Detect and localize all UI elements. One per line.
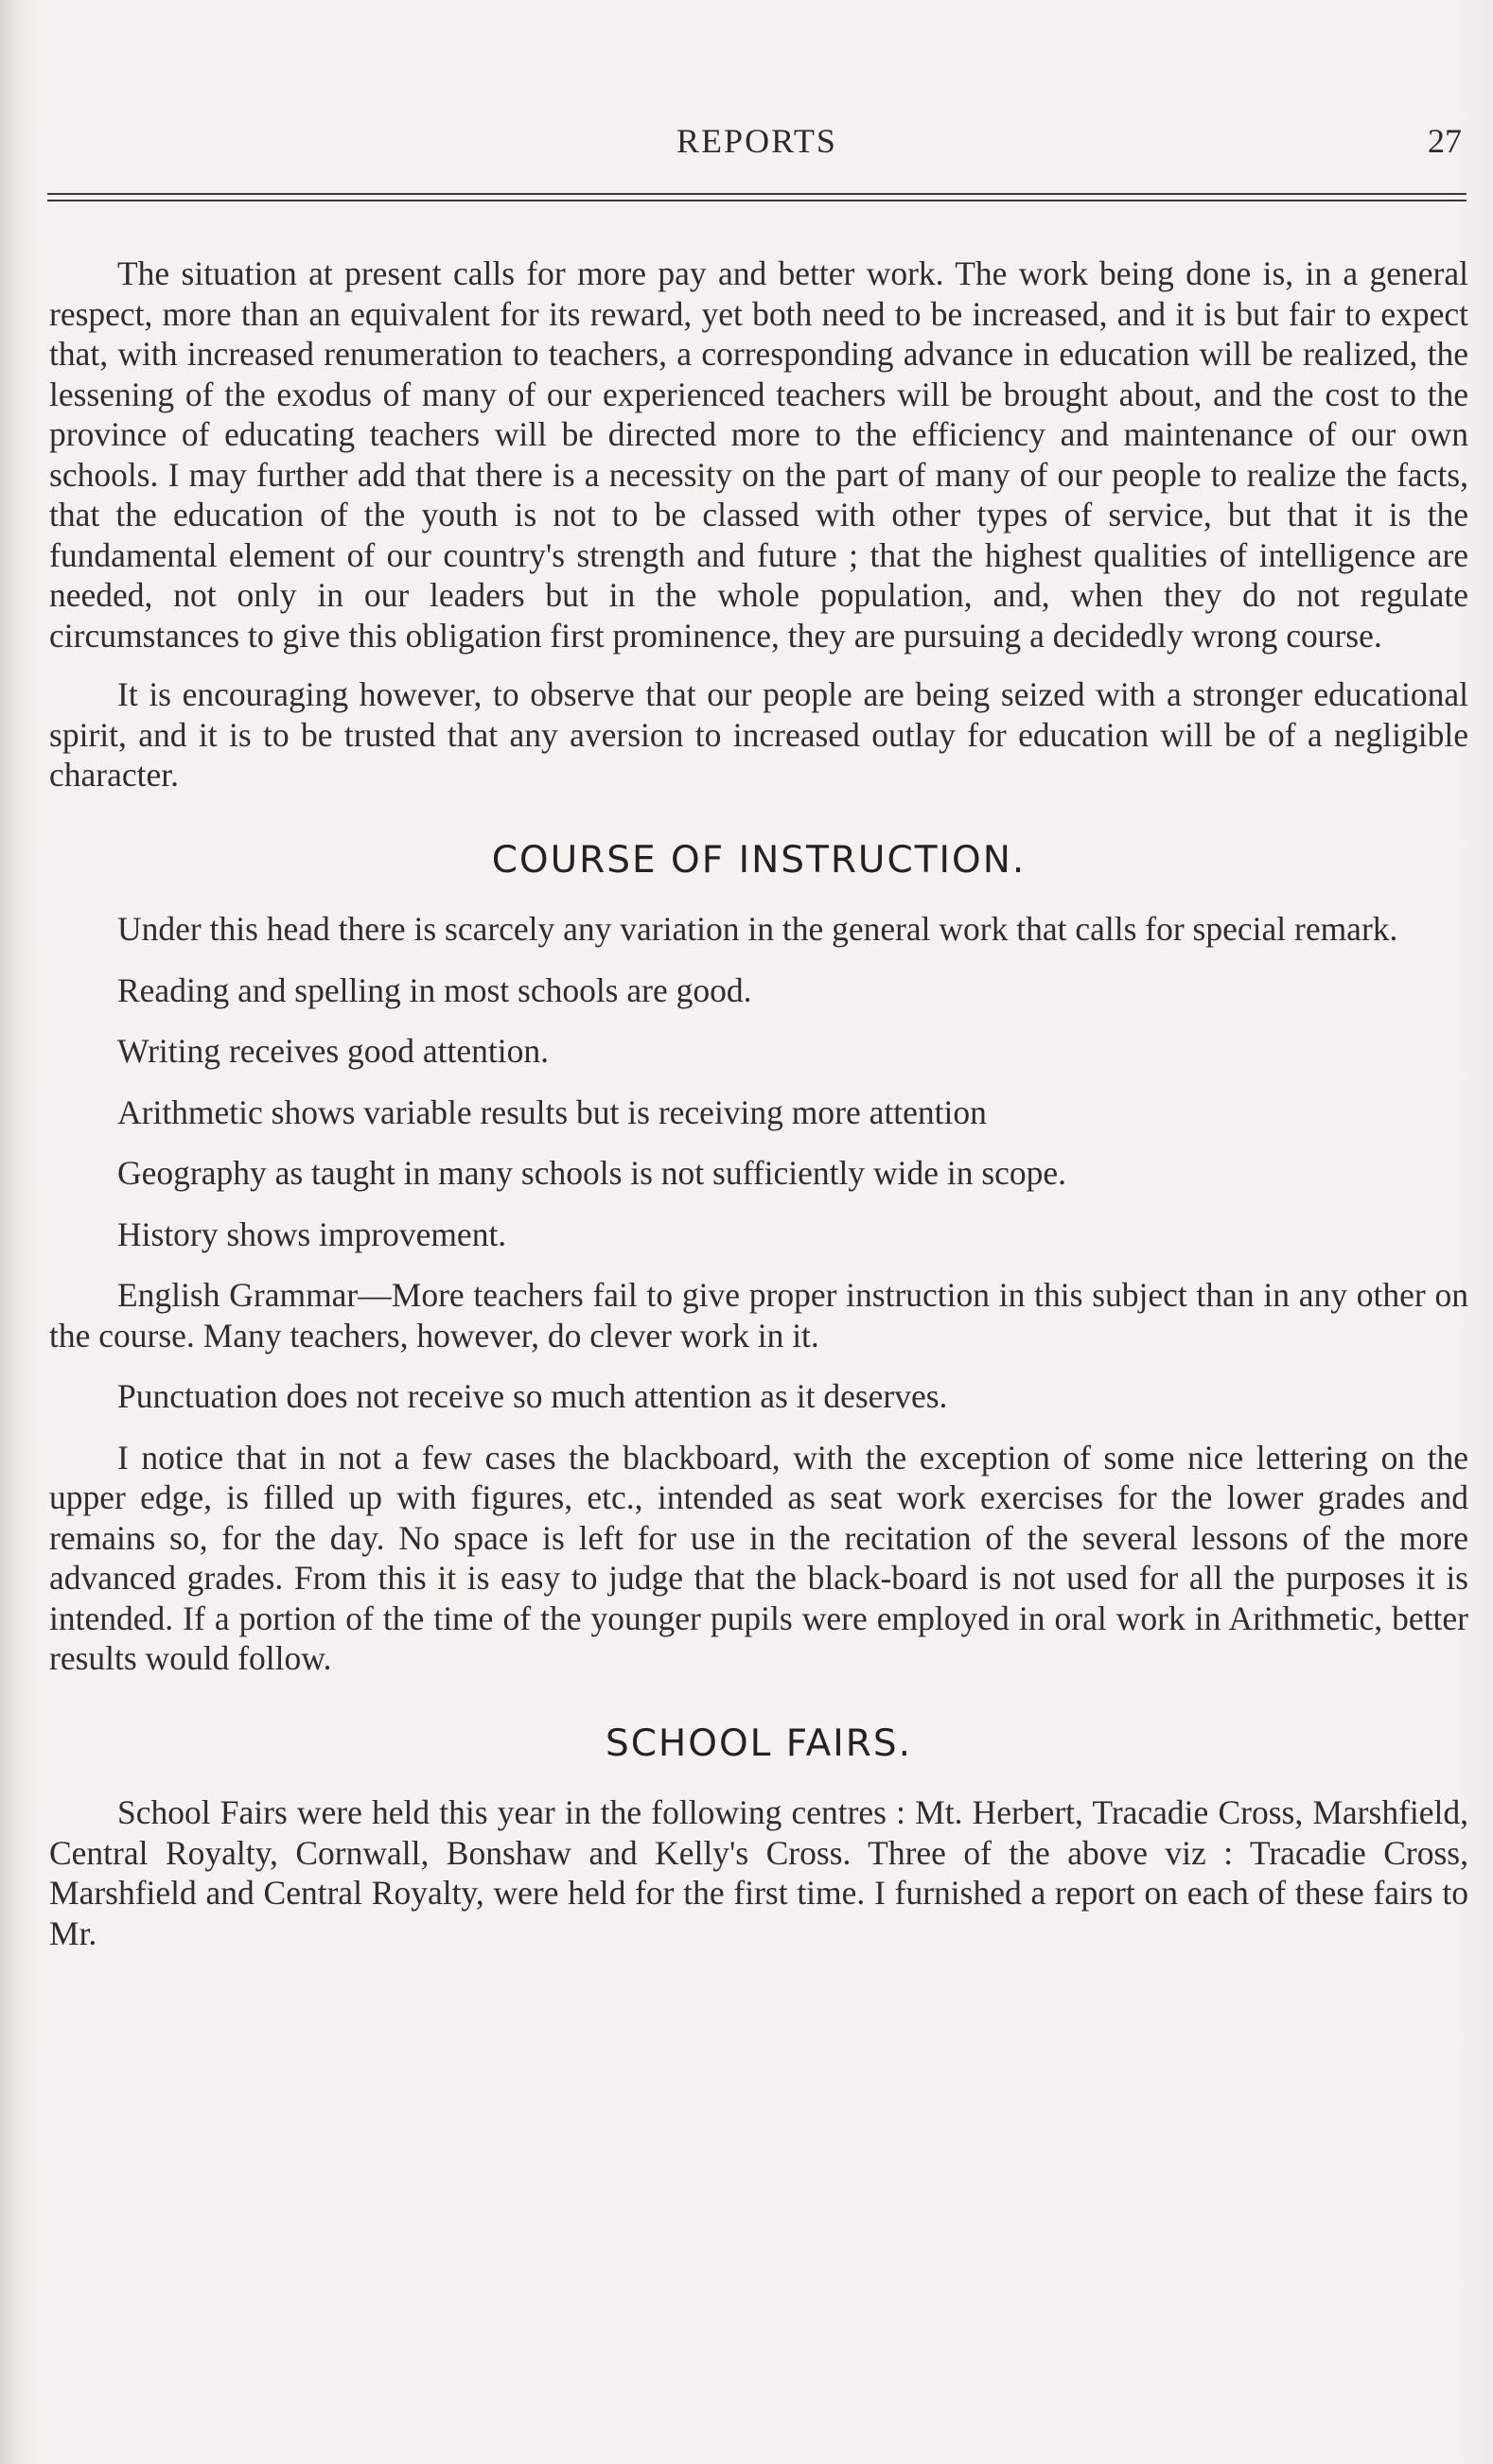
paragraph-course-intro: Under this head there is scarcely any variation in the general work that calls for special remark. [117, 910, 1398, 948]
paragraph-writing: Writing receives good attention. [117, 1032, 549, 1070]
heading-course-of-instruction: COURSE OF INSTRUCTION. [491, 838, 1027, 882]
paragraph-pay-and-work: The situation at present calls for more pay and better work. The work being done is, in a general respect, more than an equivalent for its reward, yet both need to be increased, and it is but fair to expect that, with increased renumeration to teachers, a corresponding advance in education will be realized, the lessening of the exodus of many of our experienced teachers will be brought about, and the cost to the province of educating teachers will be directed more to the efficiency and maintenance of our own schools. I may further add that there is a necessity on the part of many of our people to realize the facts, that the education of the youth is not to be classed with other types of service, but that it is the fundamental element of our country's strength and future ; that the highest qualities of intelligence are needed, not only in our leaders but in the whole population, and, when they do not regulate circumstances to give this obligation first prominence, they are pursuing a decidedly wrong course. [49, 254, 1468, 655]
paragraph-reading: Reading and spelling in most schools are good. [117, 970, 752, 1009]
paragraph-school-fairs: School Fairs were held this year in the following centres : Mt. Herbert, Tracadie Cross, Marshfield, Central Royalty, Cornwall, Bonshaw and Kelly's Cross. Three of the above viz : Tracadie Cross, Marshfield and Central Royalty, were held for the first time. I furnished a report on each of these fairs to Mr. [49, 1793, 1468, 1952]
running-title: REPORTS [676, 122, 837, 160]
paragraph-blackboard: I notice that in not a few cases the blackboard, with the exception of some nice lettering on the upper edge, is filled up with figures, etc., intended as seat work exercises for the lower grades and remains so, for the day. No space is left for use in the recitation of the several lessons of the more advanced grades. From this it is easy to judge that the black-board is not used for all the purposes it is intended. If a portion of the time of the younger pupils were employed in oral work in Arithmetic, better results would follow. [49, 1438, 1468, 1677]
header-rule-bottom [47, 200, 1467, 201]
page-number: 27 [1428, 122, 1462, 160]
paragraph-arithmetic: Arithmetic shows variable results but is receiving more attention [117, 1092, 987, 1131]
header-rule-top [47, 193, 1467, 195]
paragraph-history: History shows improvement. [117, 1215, 507, 1253]
paragraph-english-grammar: English Grammar—More teachers fail to give proper instruction in this subject than in any other on the course. Many teachers, however, do clever work in it. [49, 1276, 1468, 1354]
running-head [52, 121, 1462, 166]
paragraph-geography: Geography as taught in many schools is not sufficiently wide in scope. [117, 1154, 1067, 1192]
paragraph-punctuation: Punctuation does not receive so much attention as it deserves. [117, 1377, 948, 1415]
paragraph-educational-spirit: It is encouraging however, to observe that our people are being seized with a stronger educational spirit, and it is to be trusted that any aversion to increased outlay for education will be of a negligible character. [49, 675, 1468, 794]
page-content [49, 253, 1468, 1953]
heading-school-fairs: SCHOOL FAIRS. [605, 1721, 913, 1765]
